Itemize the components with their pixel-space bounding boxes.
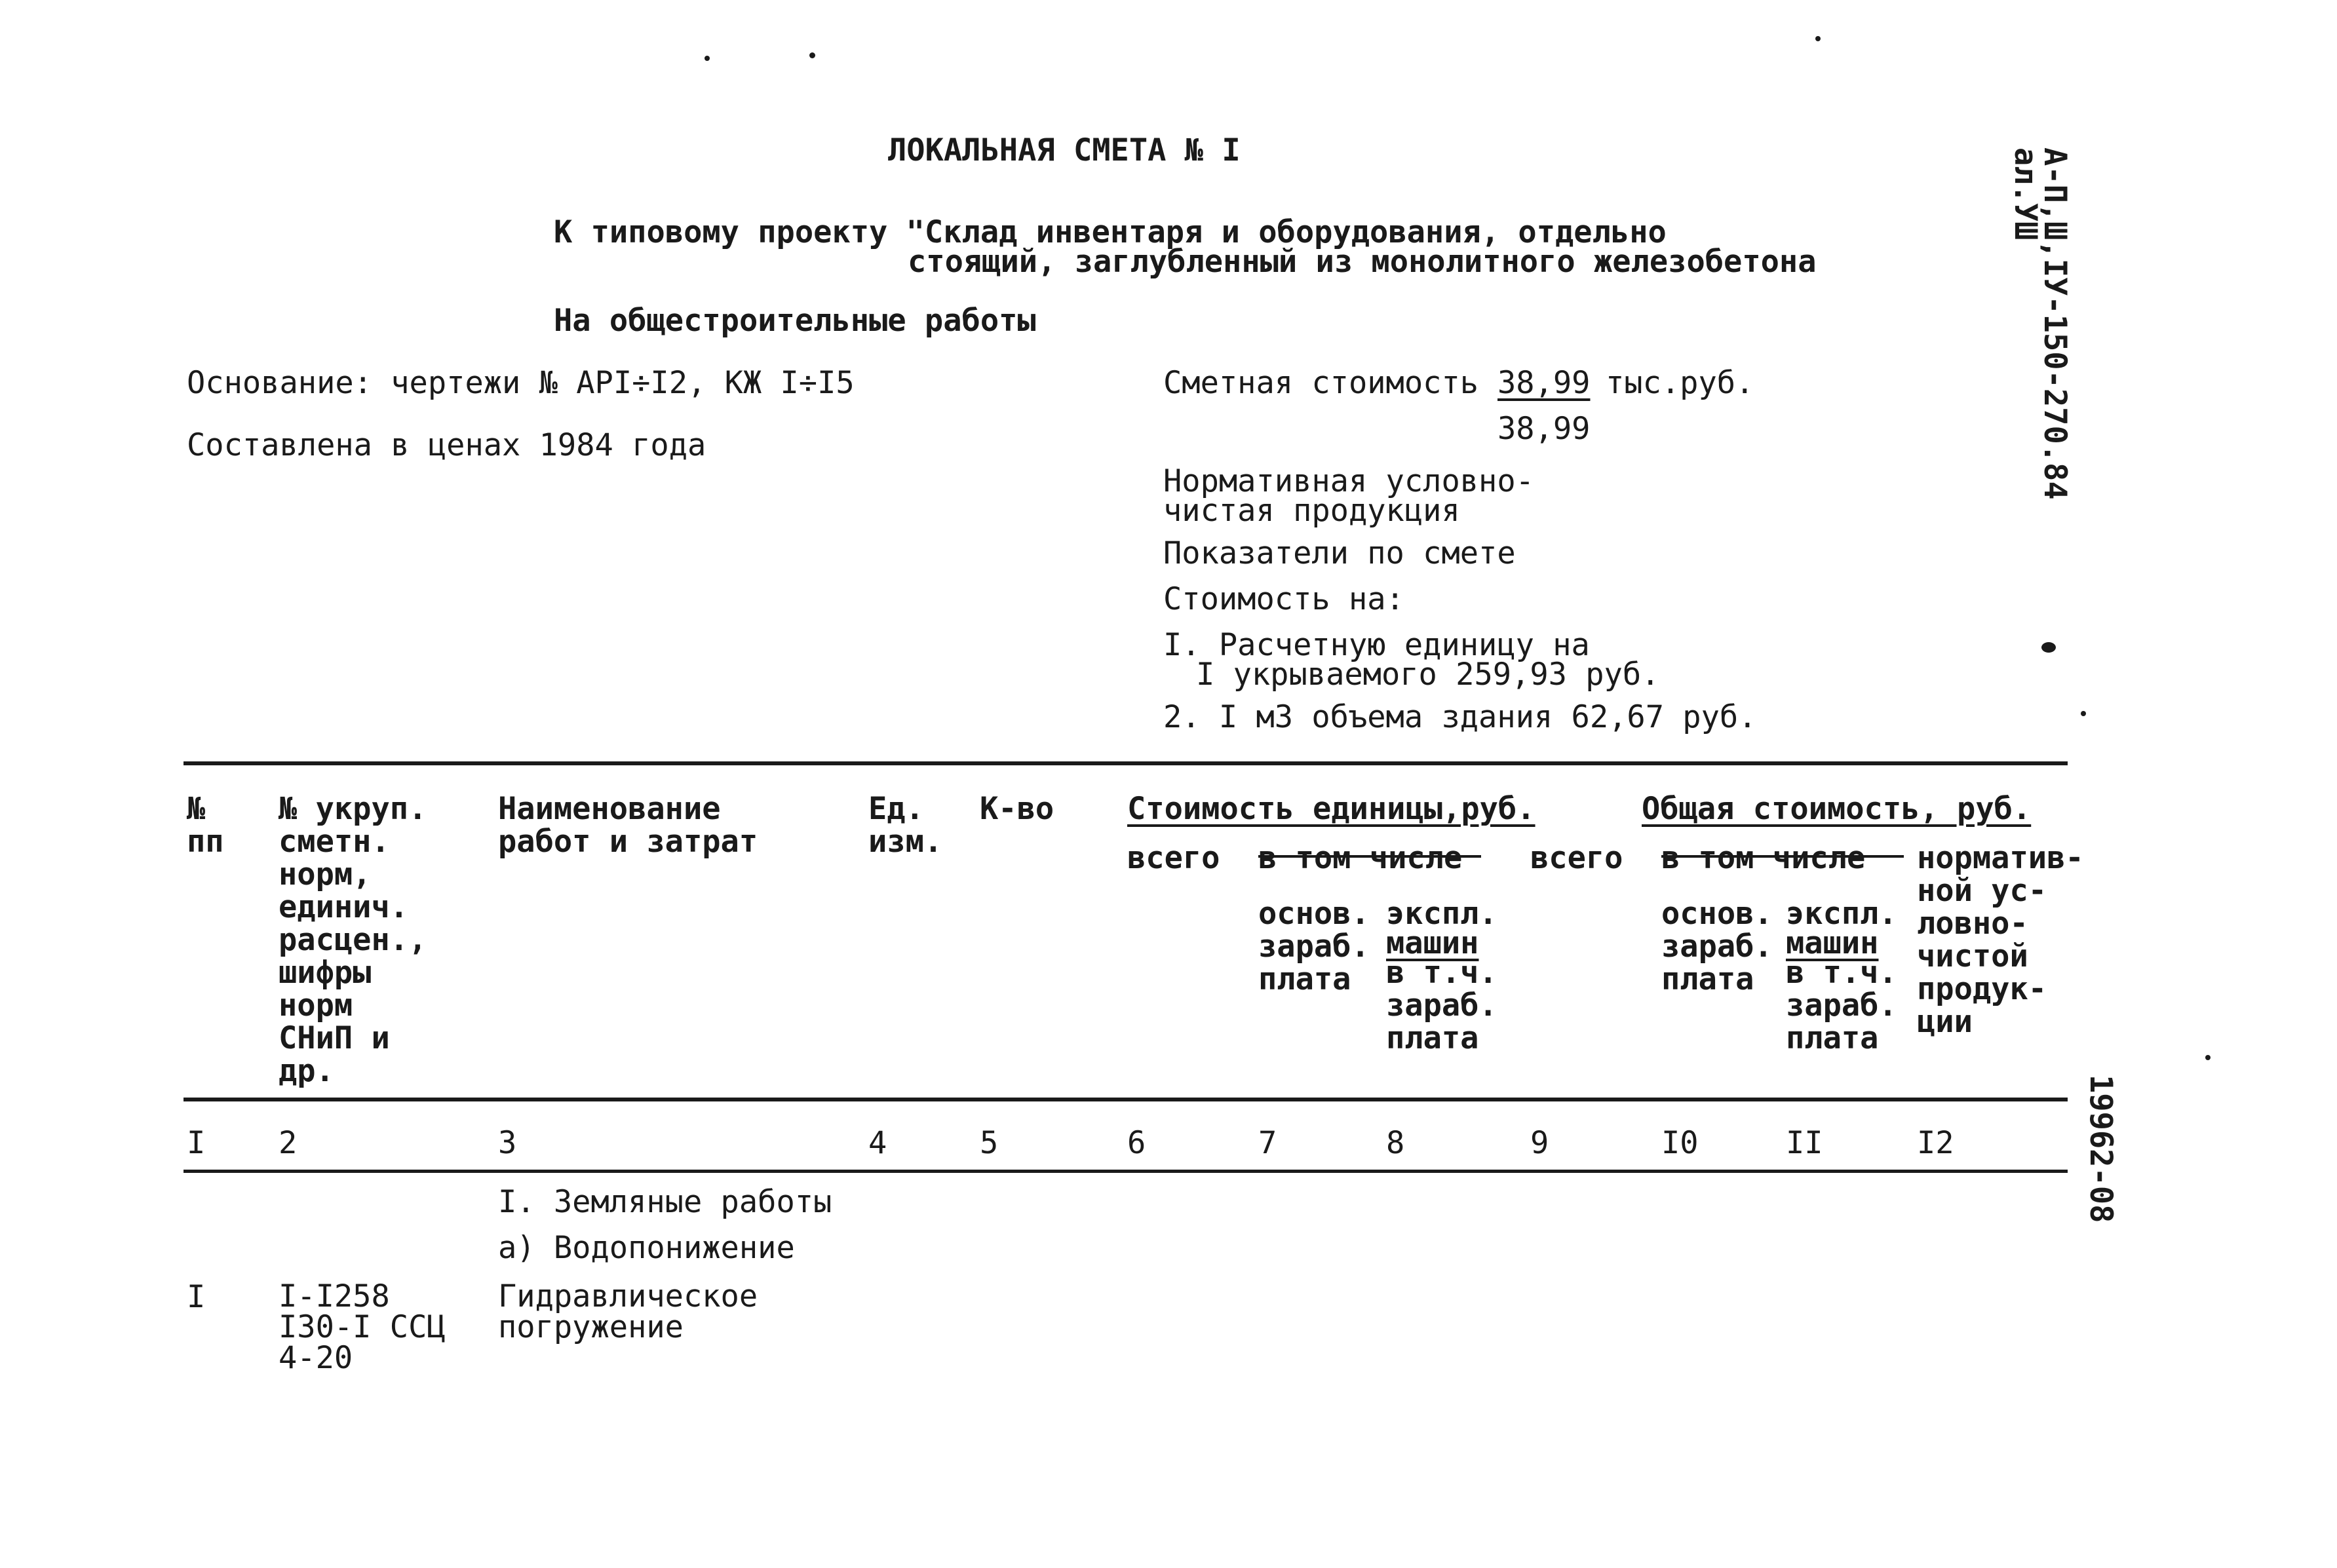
col-header-unit-machines-top: экспл. [1386,896,1497,932]
project-line-1: К типовому проекту "Склад инвентаря и оборудования, отдельно [554,214,1667,250]
cost-value: 38,99 [1497,365,1591,401]
cost-unit: тыс.руб. [1606,365,1754,401]
col-number: I [187,1125,206,1161]
cost-value-2: 38,99 [1497,411,1591,447]
col-header-unit-machines: машин [1386,925,1479,961]
side-code-secondary: ал.УШ [2007,147,2043,240]
col-number: I0 [1661,1125,1699,1161]
col-header-normative: норматив- ной ус- ловно- чистой продук- ции [1917,840,2084,1040]
col-number: 3 [498,1125,517,1161]
scan-speck [2205,1055,2211,1060]
col-header-total-wage: основ. зараб. плата [1661,896,1773,997]
basis-line: Основание: чертежи № АРI÷I2, КЖ I÷I5 [187,365,855,401]
col-header-unit-total: всего [1127,840,1220,876]
col-number: 5 [980,1125,999,1161]
col-number: 9 [1530,1125,1549,1161]
col-header-total-machines-wage: в т.ч. зараб. плата [1786,955,1897,1056]
col-header-unit-incl: в том числе [1258,840,1463,876]
col-header-number: № пп [187,791,224,860]
cost-label: Сметная стоимость [1163,365,1479,401]
col-header-total-machines-top: экспл. [1786,896,1897,932]
col-header-total-total: всего [1530,840,1623,876]
col-number: II [1786,1125,1823,1161]
scan-speck [2041,642,2056,653]
work-type: На общестроительные работы [554,303,1036,339]
row-work-name: Гидравлическое погружение [498,1278,758,1345]
side-number: 19962-08 [2083,1075,2119,1223]
side-code: А-П,Ш,IУ-150-270.84 [2037,147,2073,500]
col-number: 7 [1258,1125,1277,1161]
table-top-rule [183,761,2068,765]
col-number: 2 [279,1125,298,1161]
document-title: ЛОКАЛЬНАЯ СМЕТА № I [888,132,1241,168]
scan-speck [705,56,710,61]
col-header-total-incl: в том числе [1661,840,1866,876]
col-header-unit: Ед. изм. [868,791,943,860]
scan-speck [1815,36,1821,41]
col-number: 8 [1386,1125,1405,1161]
section-heading: I. Земляные работы [498,1184,832,1220]
col-number: 6 [1127,1125,1146,1161]
col-header-unit-cost: Стоимость единицы,руб. [1127,791,1535,827]
col-header-unit-machines-wage: в т.ч. зараб. плата [1386,955,1497,1056]
scan-speck [809,52,815,58]
col-number: I2 [1917,1125,1954,1161]
cost-per-label: Стоимость на: [1163,581,1404,617]
item-2: 2. I м3 объема здания 62,67 руб. [1163,699,1757,735]
normative-line-1: Нормативная условно- [1163,463,1534,499]
indicators-label: Показатели по смете [1163,535,1516,571]
project-line-2: стоящий, заглубленный из монолитного железобетона [908,244,1817,280]
row-number: I [187,1279,206,1315]
subsection-heading: а) Водопонижение [498,1230,795,1266]
col-header-name: Наименование работ и затрат [498,791,758,860]
col-header-quantity: К-во [980,791,1054,827]
col-header-total-cost: Общая стоимость, руб. [1642,791,2032,827]
col-header-total-machines: машин [1786,925,1879,961]
scan-speck [2081,711,2086,716]
item-1-line-2: I укрываемого 259,93 руб. [1196,657,1660,693]
col-header-unit-wage: основ. зараб. плата [1258,896,1370,997]
table-header-bottom-rule [183,1098,2068,1101]
column-number-rule [183,1170,2068,1173]
normative-line-2: чистая продукция [1163,493,1460,529]
row-code: I-I258 I30-I ССЦ 4-20 [279,1278,446,1376]
col-header-code: № укруп. сметн. норм, единич. расцен., шифры норм СНиП и др. [279,791,427,1089]
item-1-line-1: I. Расчетную единицу на [1163,627,1590,663]
col-number: 4 [868,1125,887,1161]
prices-line: Составлена в ценах 1984 года [187,427,706,463]
